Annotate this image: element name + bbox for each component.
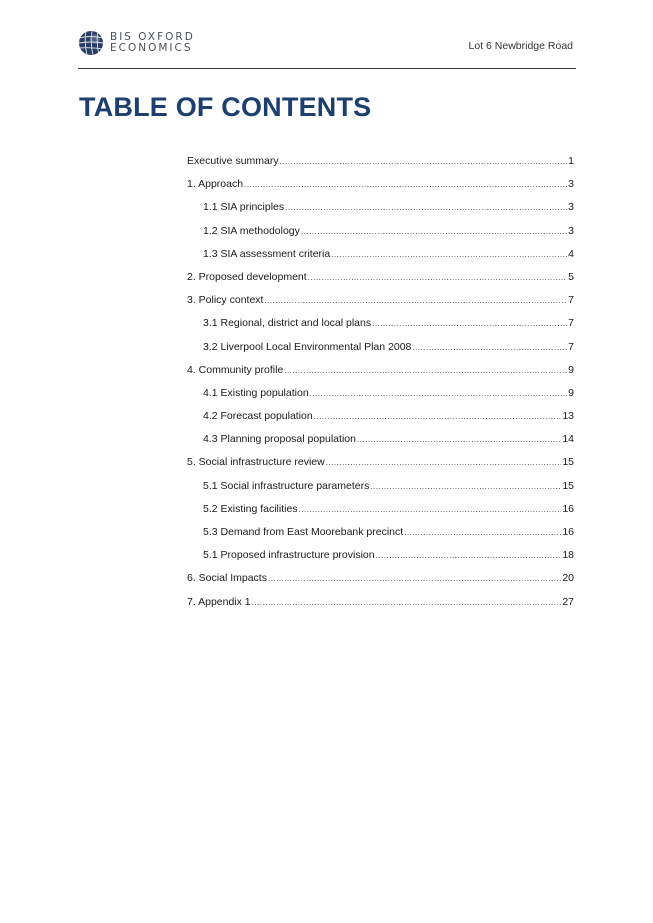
toc-entry-label: 1.1 SIA principles — [203, 201, 285, 214]
toc-entry[interactable] — [187, 387, 574, 410]
toc-entry-label: 4.2 Forecast population — [203, 410, 313, 423]
toc-entry[interactable] — [187, 549, 574, 572]
toc-dot-leader — [252, 598, 562, 607]
toc-dot-leader — [404, 528, 561, 537]
table-of-contents — [187, 155, 574, 619]
header-divider — [78, 68, 576, 69]
toc-entry[interactable] — [187, 201, 574, 224]
toc-entry-label: 7. Appendix 1 — [187, 595, 251, 608]
toc-entry[interactable] — [187, 294, 574, 317]
toc-entry-page: 16 — [562, 502, 574, 515]
toc-entry-page: 7 — [568, 340, 574, 353]
toc-entry[interactable] — [187, 341, 574, 364]
toc-entry-label: 1.2 SIA methodology — [203, 224, 300, 237]
toc-dot-leader — [331, 250, 567, 259]
toc-entry-page: 7 — [568, 294, 574, 307]
toc-entry-label: 1. Approach — [187, 178, 244, 191]
toc-entry-label: 5. Social infrastructure review — [187, 456, 325, 469]
toc-entry-label: 5.3 Demand from East Moorebank precinct — [203, 526, 404, 538]
toc-entry-label: 3. Policy context — [187, 294, 264, 307]
toc-dot-leader — [268, 574, 561, 583]
toc-dot-leader — [299, 505, 562, 514]
toc-entry-label: 3.2 Liverpool Local Environmental Plan 2008 — [203, 340, 412, 353]
toc-dot-leader — [412, 343, 567, 352]
document-reference: Lot 6 Newbridge Road — [468, 40, 573, 52]
toc-entry[interactable] — [187, 364, 574, 387]
toc-entry[interactable] — [187, 155, 574, 178]
toc-dot-leader — [285, 203, 567, 212]
toc-entry-label: 3.1 Regional, district and local plans — [203, 317, 372, 330]
toc-entry-label: Executive summary — [187, 155, 279, 167]
toc-dot-leader — [376, 551, 562, 560]
toc-dot-leader — [370, 482, 561, 491]
toc-entry-page: 1 — [568, 155, 574, 167]
toc-entry[interactable] — [187, 480, 574, 503]
toc-entry-page: 9 — [568, 363, 574, 376]
toc-entry[interactable] — [187, 572, 574, 595]
toc-dot-leader — [244, 180, 567, 189]
toc-entry-label: 5.1 Proposed infrastructure provision — [203, 549, 375, 562]
company-logo — [78, 28, 195, 58]
toc-entry-label: 5.2 Existing facilities — [203, 502, 298, 515]
toc-dot-leader — [310, 389, 568, 398]
toc-entry-page: 27 — [562, 595, 574, 608]
toc-entry[interactable] — [187, 456, 574, 479]
toc-dot-leader — [308, 273, 567, 282]
toc-entry-page: 9 — [568, 386, 574, 399]
toc-entry[interactable] — [187, 596, 574, 619]
toc-entry-page: 18 — [562, 549, 574, 562]
toc-entry-page: 15 — [562, 479, 574, 492]
toc-entry-page: 14 — [562, 433, 574, 446]
toc-dot-leader — [326, 458, 562, 467]
toc-entry-page: 15 — [562, 456, 574, 469]
toc-entry-label: 5.1 Social infrastructure parameters — [203, 479, 370, 492]
toc-entry[interactable] — [187, 225, 574, 248]
toc-entry[interactable] — [187, 271, 574, 294]
toc-entry[interactable] — [187, 503, 574, 526]
toc-entry-label: 4.3 Planning proposal population — [203, 433, 356, 446]
toc-entry-label: 1.3 SIA assessment criteria — [203, 247, 331, 260]
toc-entry-label: 2. Proposed development — [187, 270, 307, 283]
toc-dot-leader — [314, 412, 562, 421]
toc-entry-label: 4.1 Existing population — [203, 386, 309, 399]
toc-entry-label: 4. Community profile — [187, 363, 284, 376]
page-header — [78, 28, 575, 68]
toc-entry-label: 6. Social Impacts — [187, 572, 267, 585]
toc-dot-leader — [372, 319, 567, 328]
toc-dot-leader — [301, 227, 567, 236]
toc-entry[interactable] — [187, 433, 574, 456]
toc-entry[interactable] — [187, 178, 574, 201]
logo-line-2: ECONOMICS — [110, 42, 193, 54]
page-title: TABLE OF CONTENTS — [79, 92, 372, 122]
toc-entry[interactable] — [187, 317, 574, 340]
toc-entry-page: 3 — [568, 201, 574, 214]
toc-entry[interactable] — [187, 248, 574, 271]
toc-dot-leader — [280, 157, 568, 166]
toc-dot-leader — [284, 366, 567, 375]
toc-entry-page: 13 — [562, 410, 574, 423]
toc-dot-leader — [357, 435, 561, 444]
toc-entry-page: 5 — [568, 270, 574, 283]
toc-entry-page: 16 — [562, 526, 574, 538]
toc-dot-leader — [264, 296, 567, 305]
toc-entry-page: 3 — [568, 178, 574, 191]
toc-entry-page: 3 — [568, 224, 574, 237]
toc-entry[interactable] — [187, 410, 574, 433]
toc-entry-page: 7 — [568, 317, 574, 330]
toc-entry-page: 4 — [568, 247, 574, 260]
logo-line-1: BIS OXFORD — [110, 31, 195, 43]
toc-entry[interactable] — [187, 526, 574, 549]
globe-icon — [78, 30, 104, 56]
toc-entry-page: 20 — [562, 572, 574, 585]
